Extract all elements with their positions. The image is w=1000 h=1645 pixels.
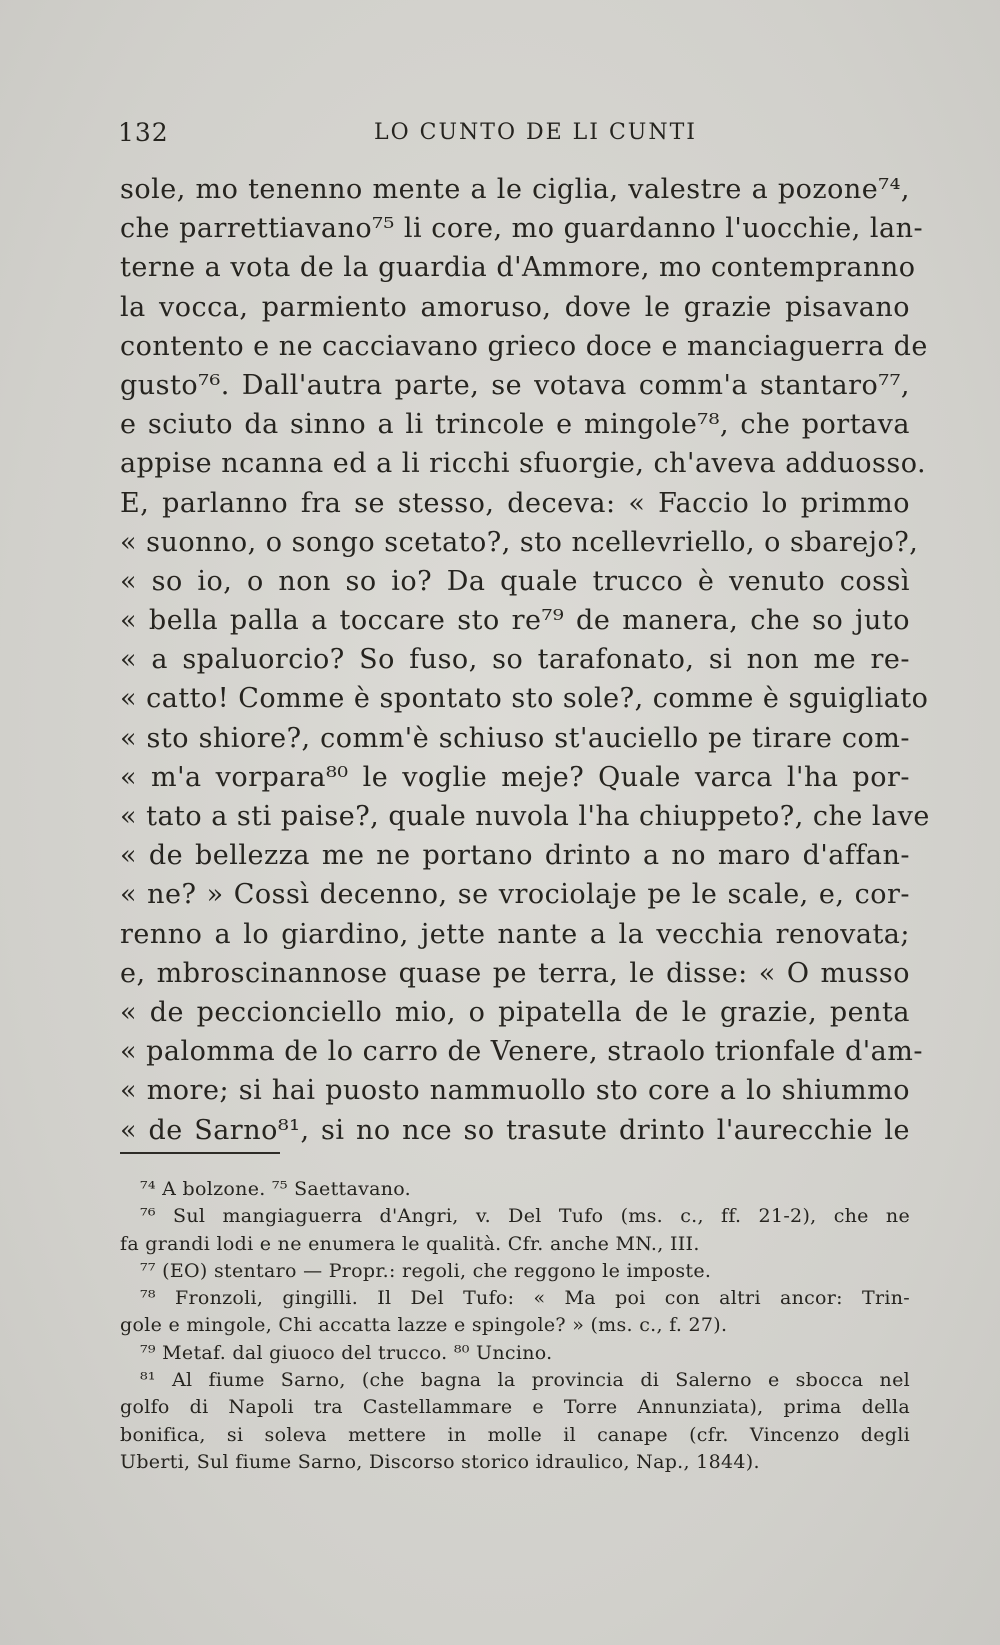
main-text xyxy=(120,170,930,1150)
text-line: « de Sarno⁸¹, si no nce so trasute drinto l'aurecchie le xyxy=(120,1114,910,1146)
footnote-line: ⁷⁶ Sul mangiaguerra d'Angri, v. Del Tufo (ms. c., ff. 21-2), che ne xyxy=(140,1205,910,1228)
text-line: « suonno, o songo scetato?, sto ncellevriello, o sbarejo?, xyxy=(120,526,919,558)
footnote-line: ⁷⁴ A bolzone. ⁷⁵ Saettavano. xyxy=(140,1178,412,1200)
footnote-line: fa grandi lodi e ne enumera le qualità. Cfr. anche MN., III. xyxy=(120,1232,700,1255)
text-line: « a spaluorcio? So fuso, so tarafonato, si non me re- xyxy=(120,644,910,676)
page-number: 132 xyxy=(118,118,169,147)
text-line: « so io, o non so io? Da quale trucco è venuto cossì xyxy=(120,565,910,597)
page-header xyxy=(118,118,913,154)
text-line: e, mbroscinannose quase pe terra, le disse: « O musso xyxy=(120,957,910,989)
text-line: « sto shiore?, comm'è schiuso st'auciello pe tirare com- xyxy=(120,722,910,754)
text-line: sole, mo tenenno mente a le ciglia, valestre a pozone⁷⁴, xyxy=(120,174,910,205)
footnote-line: golfo di Napoli tra Castellammare e Torre Annunziata), prima della xyxy=(120,1396,910,1419)
footnotes xyxy=(120,1176,910,1476)
footnote-line: ⁷⁷ (EO) stentaro — Propr.: regoli, che reggono le imposte. xyxy=(140,1259,712,1282)
text-line: « bella palla a toccare sto re⁷⁹ de manera, che so juto xyxy=(120,605,910,637)
text-line: la vocca, parmiento amoruso, dove le grazie pisavano xyxy=(120,291,910,323)
text-line: « catto! Comme è spontato sto sole?, comme è sguigliato xyxy=(120,683,929,715)
text-line: contento e ne cacciavano grieco doce e manciaguerra de xyxy=(120,330,928,362)
text-line: « de bellezza me ne portano drinto a no maro d'affan- xyxy=(120,840,910,872)
footnote-line: bonifica, si soleva mettere in molle il canape (cfr. Vincenzo degli xyxy=(120,1423,910,1446)
text-line: « more; si hai puosto nammuollo sto core a lo shiummo xyxy=(120,1075,910,1107)
text-line: « m'a vorpara⁸⁰ le voglie meje? Quale varca l'ha por- xyxy=(120,761,910,793)
footnote-line: gole e mingole, Chi accatta lazze e spingole? » (ms. c., f. 27). xyxy=(120,1314,728,1337)
text-line: « ne? » Cossì decenno, se vrociolaje pe le scale, e, cor- xyxy=(120,879,910,911)
footnote-line: ⁷⁸ Fronzoli, gingilli. Il Del Tufo: « Ma poi con altri ancor: Trin- xyxy=(140,1287,910,1310)
running-title: LO CUNTO DE LI CUNTI xyxy=(374,120,697,145)
text-line: « palomma de lo carro de Venere, straolo trionfale d'am- xyxy=(120,1036,923,1068)
footnote-line: ⁷⁹ Metaf. dal giuoco del trucco. ⁸⁰ Uncino. xyxy=(140,1341,553,1364)
text-line: « de peccionciello mio, o pipatella de le grazie, penta xyxy=(120,996,910,1028)
footnote-line: Uberti, Sul fiume Sarno, Discorso storico idraulico, Nap., 1844). xyxy=(120,1450,760,1473)
text-line: terne a vota de la guardia d'Ammore, mo contempranno xyxy=(120,252,916,284)
text-line: « tato a sti paise?, quale nuvola l'ha chiuppeto?, che lave xyxy=(120,801,930,832)
text-line: che parrettiavano⁷⁵ li core, mo guardanno l'uocchie, lan- xyxy=(120,213,924,245)
text-line: appise ncanna ed a li ricchi sfuorgie, ch'aveva adduosso. xyxy=(120,448,927,480)
text-line: renno a lo giardino, jette nante a la vecchia renovata; xyxy=(120,918,910,950)
footnote-line: ⁸¹ Al fiume Sarno, (che bagna la provincia di Salerno e sbocca nel xyxy=(140,1369,910,1392)
footnote-divider xyxy=(120,1152,280,1154)
text-line: E, parlanno fra se stesso, deceva: « Faccio lo primmo xyxy=(120,487,910,519)
text-line: e sciuto da sinno a li trincole e mingole⁷⁸, che portava xyxy=(120,409,910,441)
text-line: gusto⁷⁶. Dall'autra parte, se votava comm'a stantaro⁷⁷, xyxy=(120,369,910,401)
